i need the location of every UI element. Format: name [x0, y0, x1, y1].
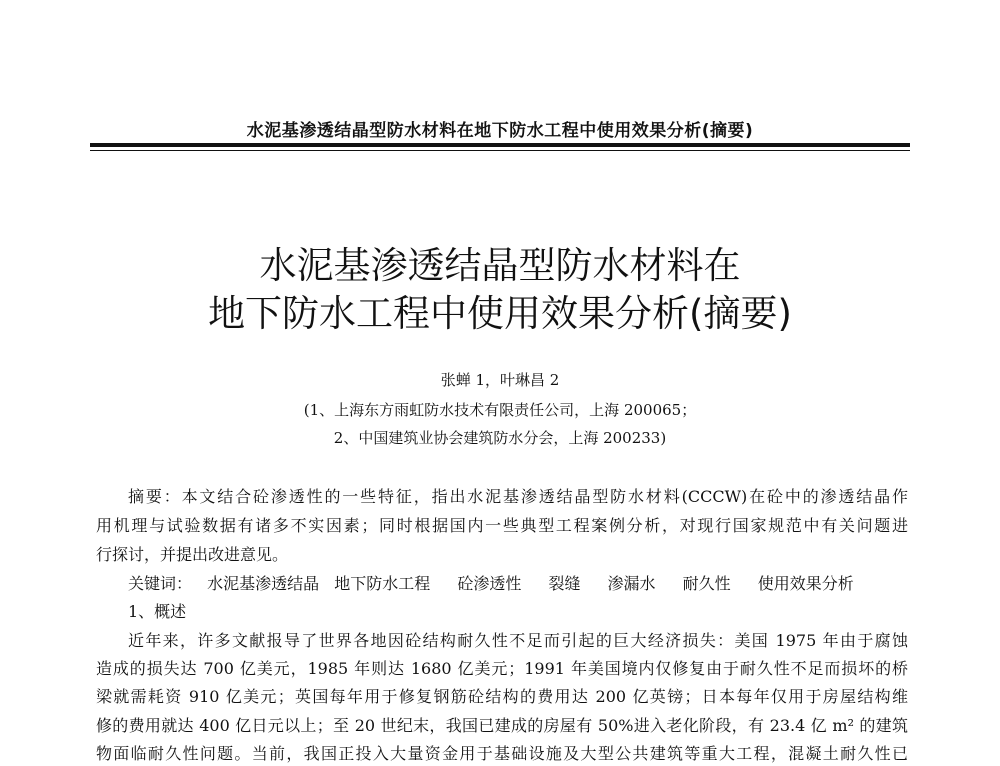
header-rule-thick: [90, 143, 910, 147]
keyword-1: 水泥基渗透结晶: [207, 574, 320, 593]
abstract-line-3: 行探讨，并提出改进意见。: [96, 545, 289, 564]
paper-title-line-2: 地下防水工程中使用效果分析(摘要): [208, 292, 792, 335]
paper-title-line-1: 水泥基渗透结晶型防水材料在: [259, 244, 741, 287]
authors: 张蝉 1，叶琳昌 2: [440, 371, 560, 389]
keyword-4: 裂缝: [548, 574, 581, 593]
body-line-3: 梁就需耗资 910 亿美元；英国每年用于修复钢筋砼结构的费用达 200 亿英镑；日本每年仅用于房屋结构维: [96, 687, 908, 706]
keyword-6: 耐久性: [682, 574, 731, 593]
keywords-label: 关键词：: [128, 574, 193, 593]
body-line-5: 物面临耐久性问题。当前，我国正投入大量资金用于基础设施及大型公共建筑等重大工程，混凝土耐久性已: [96, 744, 908, 763]
keyword-2: 地下防水工程: [334, 574, 431, 593]
body-line-1: 近年来，许多文献报导了世界各地因砼结构耐久性不足而引起的巨大经济损失：美国 1975 年由于腐蚀: [128, 631, 908, 650]
keywords-line: [96, 572, 908, 596]
keyword-3: 砼渗透性: [457, 574, 522, 593]
body-line-2: 造成的损失达 700 亿美元，1985 年则达 1680 亿美元；1991 年美国境内仅修复由于耐久性不足而损坏的桥: [96, 659, 908, 678]
abstract-line-1: 摘要：本文结合砼渗透性的一些特征，指出水泥基渗透结晶型防水材料(CCCW)在砼中的渗透结晶作: [128, 487, 908, 506]
abstract-line-2: 用机理与试验数据有诸多不实因素；同时根据国内一些典型工程案例分析，对现行国家规范中有关问题进: [96, 516, 908, 535]
keyword-5: 渗漏水: [607, 574, 656, 593]
affiliation-1: (1、上海东方雨虹防水技术有限责任公司，上海 200065；: [303, 401, 697, 419]
header-rule-thin: [90, 150, 910, 151]
body-line-4: 修的费用就达 400 亿日元以上；至 20 世纪末，我国已建成的房屋有 50%进入老化阶段，有 23.4 亿 m² 的建筑: [96, 716, 908, 735]
keyword-7: 使用效果分析: [757, 574, 854, 593]
section-heading: 1、概述: [128, 602, 187, 621]
running-header: 水泥基渗透结晶型防水材料在地下防水工程中使用效果分析(摘要): [246, 121, 754, 141]
affiliation-2: 2、中国建筑业协会建筑防水分会，上海 200233): [333, 429, 667, 447]
